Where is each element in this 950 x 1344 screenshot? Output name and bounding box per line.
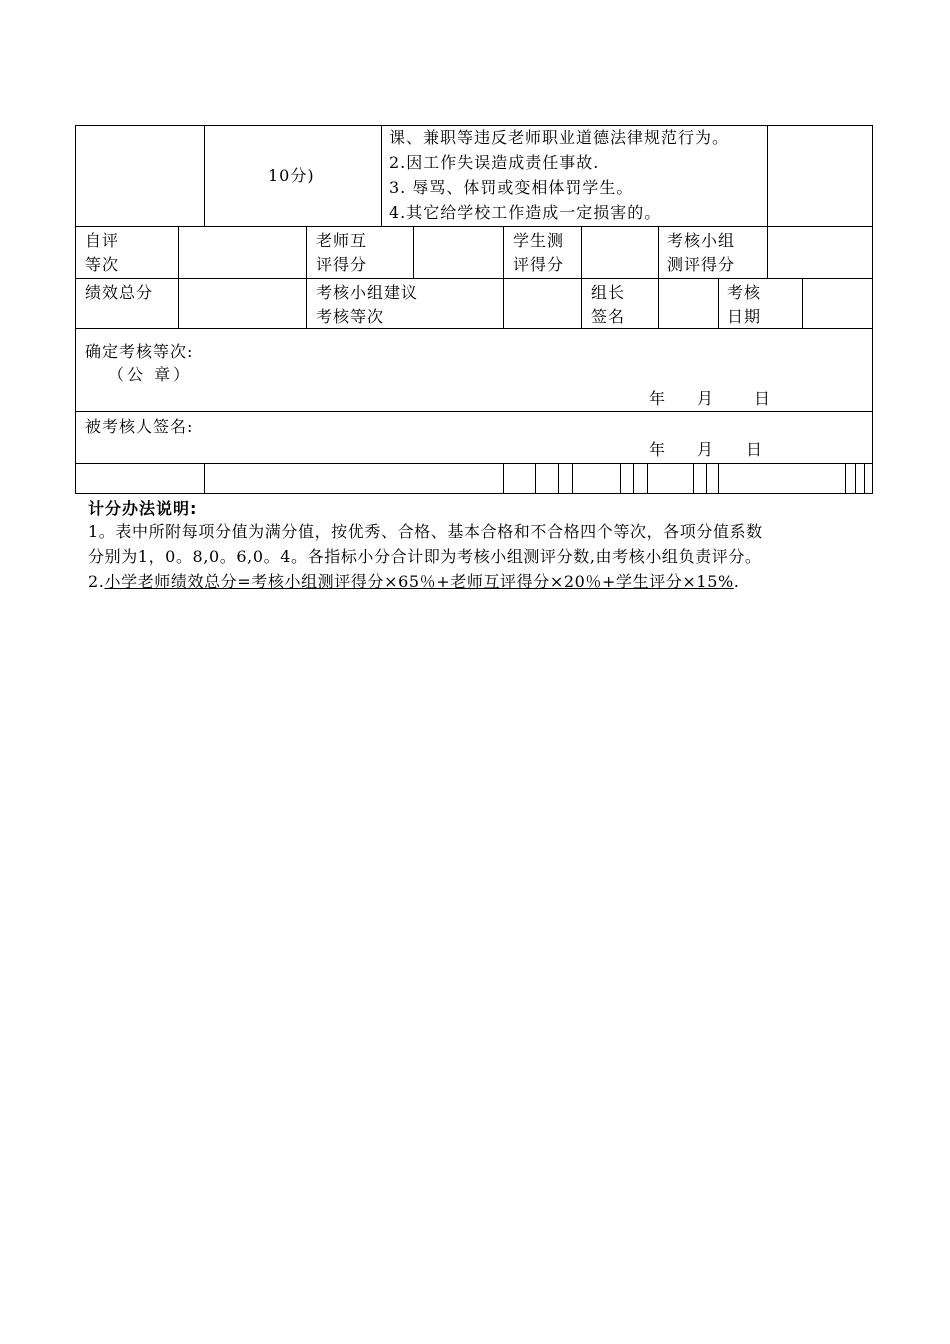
table-line	[503, 463, 504, 493]
note-line-3-suffix: .	[733, 572, 740, 591]
self-eval-label: 自评	[85, 231, 120, 250]
table-line	[718, 278, 719, 328]
date-day: 日	[754, 389, 772, 408]
eval-date-label: 考核	[727, 283, 762, 302]
table-line	[204, 125, 205, 226]
table-line	[306, 226, 307, 278]
student-eval-label: 学生测	[513, 231, 565, 250]
score-formula: 小学老师绩效总分=考核小组测评得分×65％+老师互评得分×20％+学生评分×15%	[104, 572, 734, 591]
table-line	[178, 278, 179, 328]
student-eval-label: 评得分	[513, 255, 565, 274]
date-year: 年	[649, 440, 667, 459]
table-line	[535, 463, 536, 493]
criteria-line-3: 3. 辱骂、体罚或变相体罚学生。	[389, 178, 634, 197]
table-line	[633, 463, 634, 493]
total-score-label: 绩效总分	[85, 283, 154, 302]
eval-date-label: 日期	[727, 307, 762, 326]
table-border-left	[75, 125, 76, 494]
criteria-line-1: 课、兼职等违反老师职业道德法律规范行为。	[389, 128, 730, 147]
table-line	[802, 278, 803, 328]
peer-eval-label: 评得分	[316, 255, 368, 274]
group-suggest-label: 考核等次	[316, 307, 385, 326]
table-line	[581, 278, 582, 328]
note-line-1: 1。表中所附每项分值为满分值，按优秀、合格、基本合格和不合格四个等次，各项分值系数	[88, 522, 763, 541]
date-year: 年	[649, 389, 667, 408]
table-line	[693, 463, 694, 493]
table-line	[178, 226, 179, 278]
seal-label: （公 章）	[108, 365, 193, 384]
table-line	[620, 463, 621, 493]
group-suggest-label: 考核小组建议	[316, 283, 419, 302]
note-line-2: 分别为1，0。8,0。6,0。4。各指标小分合计即为考核小组测评分数,由考核小组负责评分。	[88, 547, 762, 566]
table-line	[306, 278, 307, 328]
table-line	[558, 463, 559, 493]
leader-sign-label: 组长	[591, 283, 626, 302]
self-eval-label: 等次	[85, 255, 120, 274]
date-day: 日	[746, 440, 764, 459]
date-month: 月	[697, 389, 715, 408]
date-month: 月	[697, 440, 715, 459]
criteria-line-2: 2.因工作失误造成责任事故.	[389, 153, 600, 172]
table-border-bottom	[75, 493, 873, 494]
note-line-3	[88, 570, 739, 594]
signature-label: 被考核人签名:	[85, 417, 194, 436]
points-label: 10分)	[268, 166, 315, 185]
table-line	[864, 463, 865, 493]
table-border-right	[872, 125, 873, 494]
table-line-row1-bottom	[75, 226, 873, 227]
table-line	[767, 226, 768, 278]
table-line	[503, 278, 504, 328]
leader-sign-label: 签名	[591, 307, 626, 326]
table-line-row4-bottom	[75, 411, 873, 412]
table-line	[718, 463, 719, 493]
criteria-line-4: 4.其它给学校工作造成一定损害的。	[389, 203, 662, 222]
table-line	[381, 125, 382, 226]
table-line-row5-bottom	[75, 463, 873, 464]
note-line-3-prefix: 2.	[88, 572, 105, 591]
table-line	[413, 226, 414, 278]
table-line	[767, 125, 768, 226]
group-eval-label: 测评得分	[667, 255, 736, 274]
table-line	[204, 463, 205, 493]
table-line	[647, 463, 648, 493]
table-line	[845, 463, 846, 493]
confirm-grade-label: 确定考核等次:	[85, 342, 194, 361]
table-line	[581, 226, 582, 278]
table-line	[706, 463, 707, 493]
table-line	[658, 226, 659, 278]
group-eval-label: 考核小组	[667, 231, 736, 250]
table-line	[572, 463, 573, 493]
peer-eval-label: 老师互	[316, 231, 368, 250]
notes-title: 计分办法说明:	[88, 499, 198, 518]
table-line	[855, 463, 856, 493]
table-line	[658, 278, 659, 328]
table-line-row2-bottom	[75, 278, 873, 279]
table-line-row3-bottom	[75, 328, 873, 329]
table-line	[503, 226, 504, 278]
